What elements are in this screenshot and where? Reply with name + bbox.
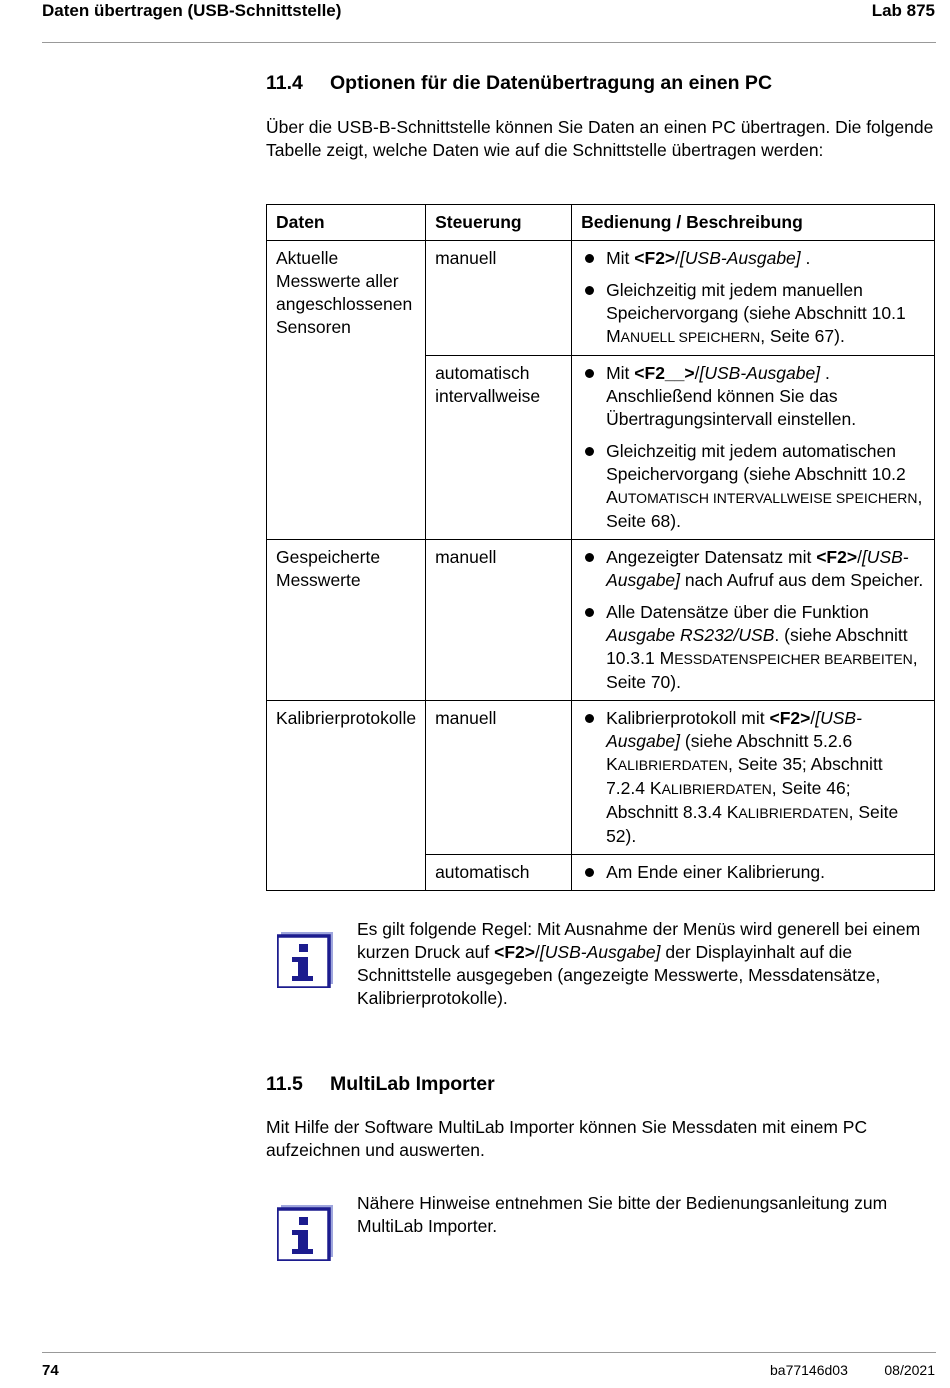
cell-steuerung <box>426 701 572 855</box>
softkey-usb-ausgabe: [USB-Ausgabe] <box>606 708 862 751</box>
info-icon <box>277 932 333 988</box>
key-f2: <F2> <box>769 708 811 728</box>
column-header-bedienung: Bedienung / Beschreibung <box>572 205 935 241</box>
cell-daten <box>267 540 426 701</box>
bullet-item: Angezeigter Datensatz mit <F2>/[USB-Ausgabe] nach Aufruf aus dem Speicher. <box>581 546 925 592</box>
cell-beschreibung <box>572 241 935 356</box>
cell-beschreibung <box>572 356 935 540</box>
table-row <box>267 241 935 356</box>
steuerung-label: manuell <box>435 547 497 567</box>
column-header-daten: Daten <box>267 205 426 241</box>
section-title: Optionen für die Datenübertragung an einen PC <box>330 72 773 94</box>
cell-steuerung <box>426 241 572 356</box>
table-row <box>267 540 935 701</box>
daten-label: Gespeicherte Messwerte <box>276 547 381 590</box>
cell-steuerung <box>426 540 572 701</box>
bullet-item: Alle Datensätze über die Funktion Ausgabe RS232/USB. (siehe Abschnitt 10.3.1 MESSDATENSPEICHER BEARBEITEN, Seite 70). <box>581 601 925 694</box>
running-header-product: Lab 875 <box>871 1 935 20</box>
cell-daten <box>267 241 426 540</box>
key-f2: <F2> <box>816 547 858 567</box>
key-f2: <F2> <box>494 942 536 962</box>
cell-beschreibung <box>572 701 935 855</box>
footer-rule <box>42 1352 936 1353</box>
softkey-usb-ausgabe: [USB-Ausgabe] <box>606 547 909 590</box>
cell-beschreibung <box>572 540 935 701</box>
steuerung-label: automatisch <box>435 862 530 882</box>
cell-steuerung <box>426 855 572 891</box>
section-11-5-heading <box>266 1073 495 1096</box>
bullet-item: Am Ende einer Kalibrierung. <box>581 861 925 884</box>
document-code: ba77146d03 <box>770 1362 848 1378</box>
bullet-item: Gleichzeitig mit jedem manuellen Speichervorgang (siehe Abschnitt 10.1 MANUELL SPEICHERN, Seite 67). <box>581 279 925 349</box>
note-rule-text: Es gilt folgende Regel: Mit Ausnahme der Menüs wird generell bei einem kurzen Druck auf <F2>/[USB-Ausgabe] der Displayinhalt auf die Schnittstelle ausgegeben (angezeigte Messwerte, Messdatensätze, Kalibrierprotokolle). <box>357 919 921 1008</box>
bullet-item: Mit <F2>/[USB-Ausgabe] . <box>581 247 925 270</box>
note-multilab-text: Nähere Hinweise entnehmen Sie bitte der Bedienungsanleitung zum MultiLab Importer. <box>357 1193 888 1236</box>
table-header-row <box>267 205 935 241</box>
function-name: Ausgabe RS232/USB <box>606 625 775 645</box>
steuerung-label: automatisch intervallweise <box>435 363 541 406</box>
section-title: MultiLab Importer <box>330 1073 495 1095</box>
column-header-steuerung: Steuerung <box>426 205 572 241</box>
cell-beschreibung <box>572 855 935 891</box>
daten-label: Aktuelle Messwerte aller angeschlossenen Sensoren <box>276 248 413 337</box>
daten-label: Kalibrierprotokolle <box>276 708 417 728</box>
document-date: 08/2021 <box>884 1362 935 1378</box>
cell-daten <box>267 701 426 891</box>
softkey-usb-ausgabe: [USB-Ausgabe] <box>699 363 821 383</box>
softkey-usb-ausgabe: [USB-Ausgabe] <box>539 942 661 962</box>
section-number: 11.4 <box>266 72 303 94</box>
running-header-title: Daten übertragen (USB-Schnittstelle) <box>42 1 342 20</box>
key-f2: <F2> <box>634 248 676 268</box>
cell-steuerung <box>426 356 572 540</box>
bullet-item: Gleichzeitig mit jedem automatischen Speichervorgang (siehe Abschnitt 10.2 AUTOMATISCH INTERVALLWEISE SPEICHERN, Seite 68). <box>581 440 925 533</box>
steuerung-label: manuell <box>435 708 497 728</box>
key-f2-hold: <F2__> <box>634 363 695 383</box>
steuerung-label: manuell <box>435 248 497 268</box>
data-transfer-table <box>266 204 935 891</box>
softkey-usb-ausgabe: [USB-Ausgabe] <box>680 248 801 268</box>
header-rule <box>42 42 936 43</box>
section-11-5-text: Mit Hilfe der Software MultiLab Importer können Sie Messdaten mit einem PC aufzeichnen und auswerten. <box>266 1117 868 1160</box>
bullet-item: Kalibrierprotokoll mit <F2>/[USB-Ausgabe] (siehe Abschnitt 5.2.6 KALIBRIERDATEN, Seite 35; Abschnitt 7.2.4 KALIBRIERDATEN, Seite 46; Abschnitt 8.3.4 KALIBRIERDATEN, Seite 52). <box>581 707 925 848</box>
info-icon <box>277 1205 333 1261</box>
page-number: 74 <box>42 1362 59 1379</box>
table-row <box>267 701 935 855</box>
section-11-4-heading <box>266 72 772 95</box>
section-11-4-intro: Über die USB-B-Schnittstelle können Sie Daten an einen PC übertragen. Die folgende Tabelle zeigt, welche Daten wie auf die Schnittstelle übertragen werden: <box>266 117 934 160</box>
bullet-item: Mit <F2__>/[USB-Ausgabe] . Anschließend können Sie das Übertragungsintervall einstellen. <box>581 362 925 431</box>
section-number: 11.5 <box>266 1073 303 1095</box>
